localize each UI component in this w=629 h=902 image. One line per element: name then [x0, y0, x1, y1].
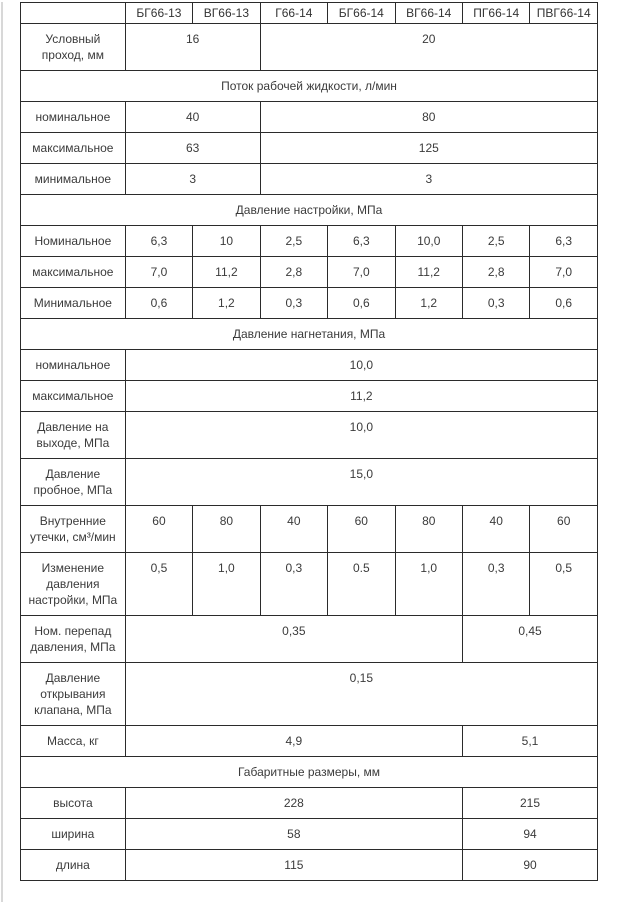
- corner-cell: [21, 3, 126, 24]
- table-row: [21, 726, 598, 757]
- row-label: Давление на выходе, МПа: [21, 412, 126, 459]
- row-label: Изменение давления настройки, МПа: [21, 553, 126, 616]
- value-cell: 0,15: [125, 663, 597, 726]
- value-cell: 16: [125, 24, 260, 71]
- table-row: [21, 412, 598, 459]
- row-label: длина: [21, 850, 126, 881]
- value-cell: 0,6: [125, 288, 192, 319]
- row-label: номинальное: [21, 102, 126, 133]
- row-label: Номинальное: [21, 226, 126, 257]
- value-cell: 7,0: [125, 257, 192, 288]
- value-cell: 40: [462, 506, 529, 553]
- value-cell: 0,6: [530, 288, 598, 319]
- value-cell: 7,0: [328, 257, 395, 288]
- value-cell: 125: [260, 133, 597, 164]
- value-cell: 228: [125, 788, 462, 819]
- table-row: [21, 24, 598, 71]
- value-cell: 0,3: [462, 288, 529, 319]
- row-label: ширина: [21, 819, 126, 850]
- table-row: [21, 381, 598, 412]
- row-label: Масса, кг: [21, 726, 126, 757]
- value-cell: 2,5: [260, 226, 327, 257]
- section-row: [21, 319, 598, 350]
- table-header-row: [21, 3, 598, 24]
- value-cell: 0,5: [125, 553, 192, 616]
- value-cell: 6,3: [328, 226, 395, 257]
- table-row: [21, 102, 598, 133]
- row-label: номинальное: [21, 350, 126, 381]
- value-cell: 1,0: [395, 553, 462, 616]
- value-cell: 90: [462, 850, 597, 881]
- section-header: Поток рабочей жидкости, л/мин: [21, 71, 598, 102]
- value-cell: 11,2: [125, 381, 597, 412]
- table-row: [21, 226, 598, 257]
- value-cell: 10,0: [125, 412, 597, 459]
- table-row: [21, 506, 598, 553]
- section-row: [21, 71, 598, 102]
- value-cell: 94: [462, 819, 597, 850]
- spec-table: [20, 2, 598, 881]
- value-cell: 1,2: [193, 288, 260, 319]
- value-cell: 80: [260, 102, 597, 133]
- value-cell: 0,3: [462, 553, 529, 616]
- value-cell: 0.5: [328, 553, 395, 616]
- row-label: максимальное: [21, 257, 126, 288]
- value-cell: 0,45: [462, 616, 597, 663]
- value-cell: 1,0: [193, 553, 260, 616]
- section-row: [21, 757, 598, 788]
- column-header-вг66-14: ВГ66-14: [395, 3, 462, 24]
- value-cell: 6,3: [530, 226, 598, 257]
- table-row: [21, 459, 598, 506]
- value-cell: 10,0: [125, 350, 597, 381]
- row-label: Ном. перепад давления, МПа: [21, 616, 126, 663]
- value-cell: 3: [260, 164, 597, 195]
- value-cell: 0,6: [328, 288, 395, 319]
- value-cell: 40: [125, 102, 260, 133]
- value-cell: 1,2: [395, 288, 462, 319]
- value-cell: 6,3: [125, 226, 192, 257]
- value-cell: 10: [193, 226, 260, 257]
- value-cell: 58: [125, 819, 462, 850]
- table-row: [21, 553, 598, 616]
- page-left-edge-line: [1, 2, 3, 902]
- value-cell: 7,0: [530, 257, 598, 288]
- table-row: [21, 257, 598, 288]
- value-cell: 2,8: [462, 257, 529, 288]
- table-row: [21, 850, 598, 881]
- value-cell: 11,2: [395, 257, 462, 288]
- value-cell: 11,2: [193, 257, 260, 288]
- value-cell: 2,8: [260, 257, 327, 288]
- section-header: Давление нагнетания, МПа: [21, 319, 598, 350]
- value-cell: 2,5: [462, 226, 529, 257]
- row-label: Условный проход, мм: [21, 24, 126, 71]
- row-label: минимальное: [21, 164, 126, 195]
- value-cell: 60: [125, 506, 192, 553]
- row-label: высота: [21, 788, 126, 819]
- value-cell: 40: [260, 506, 327, 553]
- row-label: Внутренние утечки, см³/мин: [21, 506, 126, 553]
- column-header-пг66-14: ПГ66-14: [462, 3, 529, 24]
- row-label: Давление пробное, МПа: [21, 459, 126, 506]
- table-row: [21, 164, 598, 195]
- value-cell: 63: [125, 133, 260, 164]
- value-cell: 0,3: [260, 288, 327, 319]
- value-cell: 0,3: [260, 553, 327, 616]
- table-row: [21, 819, 598, 850]
- value-cell: 4,9: [125, 726, 462, 757]
- value-cell: 215: [462, 788, 597, 819]
- value-cell: 3: [125, 164, 260, 195]
- value-cell: 60: [328, 506, 395, 553]
- value-cell: 0,5: [530, 553, 598, 616]
- value-cell: 60: [530, 506, 598, 553]
- table-row: [21, 350, 598, 381]
- section-header: Габаритные размеры, мм: [21, 757, 598, 788]
- value-cell: 0,35: [125, 616, 462, 663]
- row-label: максимальное: [21, 133, 126, 164]
- value-cell: 5,1: [462, 726, 597, 757]
- value-cell: 115: [125, 850, 462, 881]
- value-cell: 80: [395, 506, 462, 553]
- value-cell: 10,0: [395, 226, 462, 257]
- column-header-г66-14: Г66-14: [260, 3, 327, 24]
- row-label: Давление открывания клапана, МПа: [21, 663, 126, 726]
- table-row: [21, 288, 598, 319]
- value-cell: 80: [193, 506, 260, 553]
- column-header-пвг66-14: ПВГ66-14: [530, 3, 598, 24]
- table-row: [21, 788, 598, 819]
- column-header-бг66-13: БГ66-13: [125, 3, 192, 24]
- table-row: [21, 133, 598, 164]
- row-label: максимальное: [21, 381, 126, 412]
- column-header-бг66-14: БГ66-14: [328, 3, 395, 24]
- row-label: Минимальное: [21, 288, 126, 319]
- section-row: [21, 195, 598, 226]
- column-header-вг66-13: ВГ66-13: [193, 3, 260, 24]
- value-cell: 15,0: [125, 459, 597, 506]
- table-row: [21, 616, 598, 663]
- section-header: Давление настройки, МПа: [21, 195, 598, 226]
- table-row: [21, 663, 598, 726]
- value-cell: 20: [260, 24, 597, 71]
